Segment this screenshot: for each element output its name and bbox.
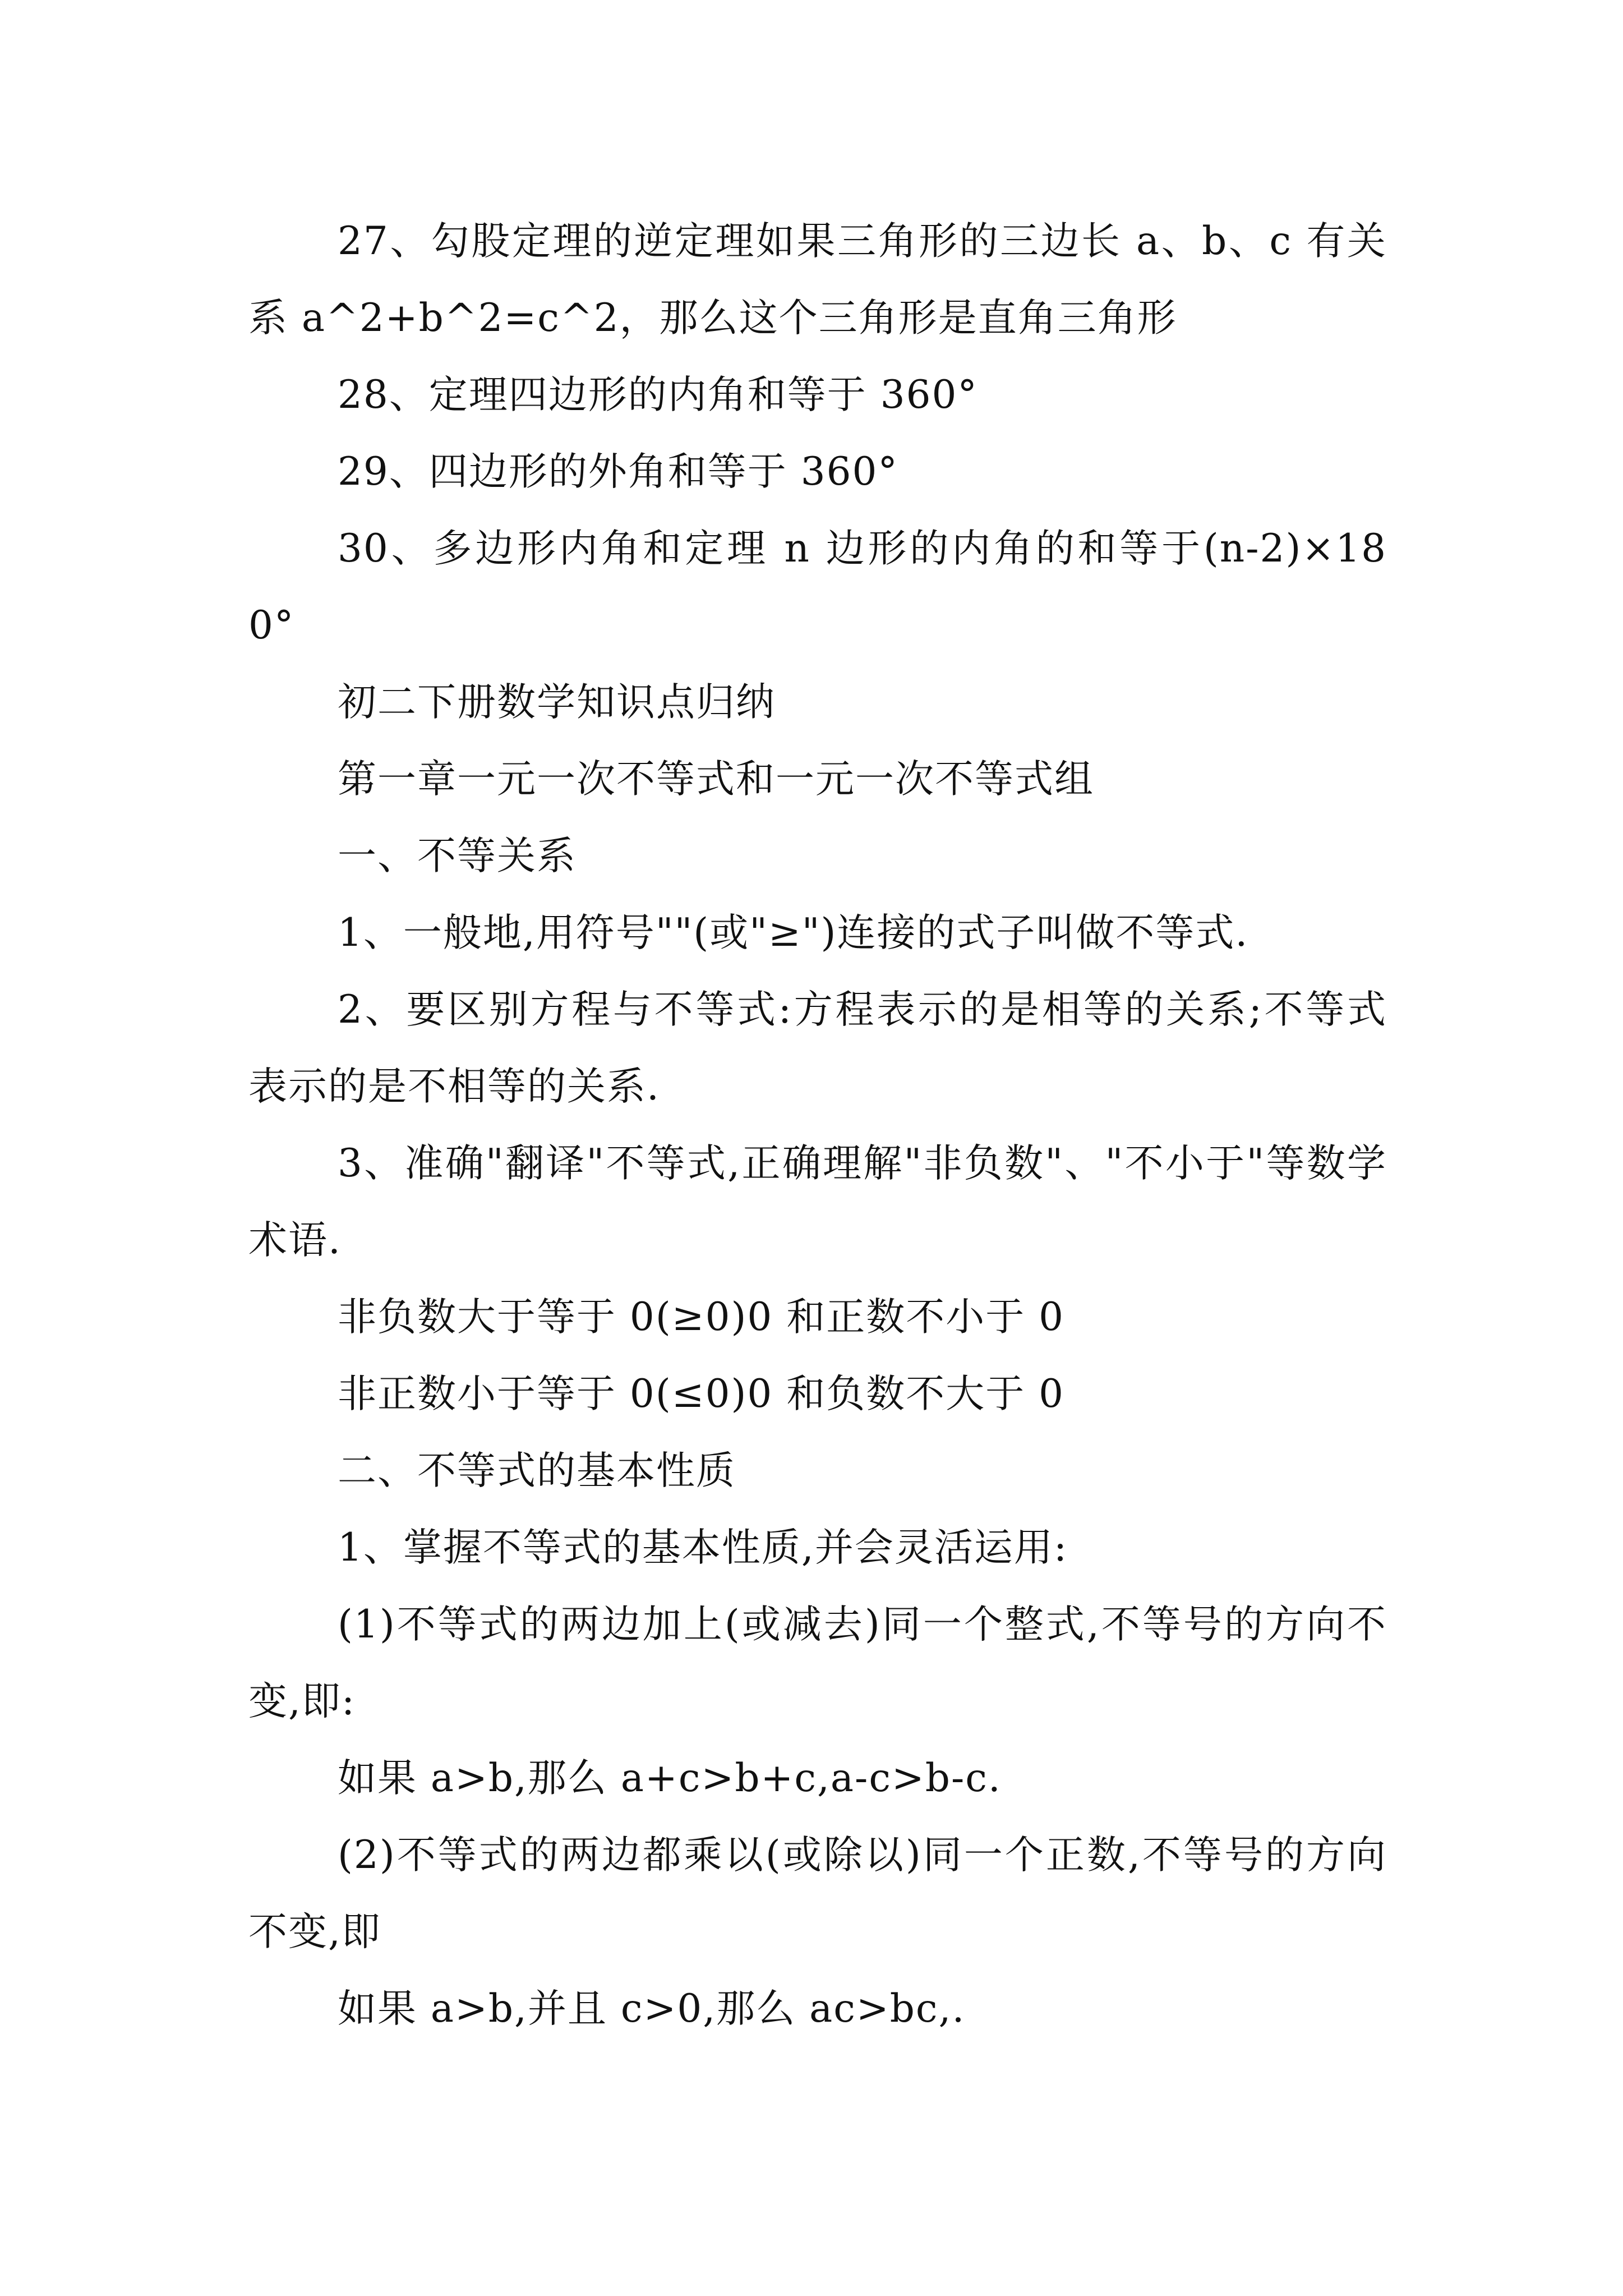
paragraph-property-1: (1)不等式的两边加上(或减去)同一个整式,不等号的方向不变,即: [248, 1602, 1387, 1724]
paragraph-nonpositive: 非正数小于等于 0(≤0)0 和负数不大于 0 [338, 1372, 1065, 1416]
document-body [248, 203, 1387, 2047]
paragraph-28-quadrilateral-interior: 28、定理四边形的内角和等于 360° [338, 372, 978, 417]
chapter-title: 第一章一元一次不等式和一元一次不等式组 [338, 757, 1094, 802]
paragraph-property-1-formula: 如果 a>b,那么 a+c>b+c,a-c>b-c. [338, 1756, 1002, 1801]
paragraph-30-polygon-angle-sum: 30、多边形内角和定理 n 边形的内角的和等于(n-2)×180° [248, 526, 1387, 648]
paragraph-item-3: 3、准确"翻译"不等式,正确理解"非负数"、"不小于"等数学术语. [248, 1141, 1387, 1263]
section-title: 初二下册数学知识点归纳 [338, 680, 776, 725]
paragraph-29-quadrilateral-exterior: 29、四边形的外角和等于 360° [338, 449, 898, 494]
paragraph-27-pythagorean-converse: 27、勾股定理的逆定理如果三角形的三边长 a、b、c 有关系 a^2+b^2=c^2，那么这个三角形是直角三角形 [248, 219, 1387, 341]
paragraph-properties-intro: 1、掌握不等式的基本性质,并会灵活运用: [338, 1525, 1068, 1570]
section-heading-1: 一、不等关系 [338, 834, 577, 878]
paragraph-item-2: 2、要区别方程与不等式:方程表示的是相等的关系;不等式表示的是不相等的关系. [248, 987, 1387, 1109]
paragraph-property-2: (2)不等式的两边都乘以(或除以)同一个正数,不等号的方向不变,即 [248, 1833, 1387, 1954]
paragraph-nonnegative: 非负数大于等于 0(≥0)0 和正数不小于 0 [338, 1295, 1065, 1340]
paragraph-item-1: 1、一般地,用符号""(或"≥")连接的式子叫做不等式. [338, 910, 1249, 955]
section-heading-2: 二、不等式的基本性质 [338, 1448, 736, 1493]
paragraph-property-2-formula: 如果 a>b,并且 c>0,那么 ac>bc,. [338, 1986, 966, 2031]
